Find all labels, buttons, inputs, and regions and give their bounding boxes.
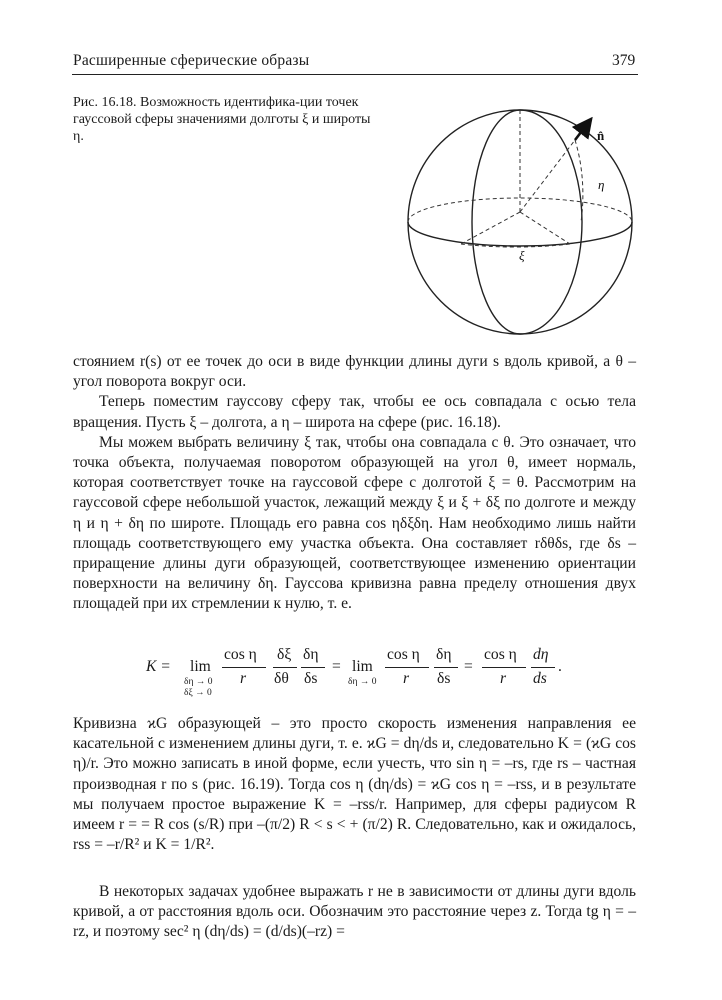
frac-4-bar (385, 667, 429, 668)
frac-4-denominator: r (403, 670, 410, 687)
frac-7-bar (531, 667, 555, 668)
sphere-outline (408, 110, 632, 334)
formula-period: . (558, 658, 562, 675)
gaussian-sphere-figure (405, 96, 635, 348)
meridian-left (472, 110, 520, 334)
formula-lim-2-sub: δη → 0 (348, 677, 377, 687)
radius-left (461, 212, 520, 244)
frac-4-numerator: cos η (387, 646, 420, 663)
formula-lim-2: lim (352, 658, 373, 675)
formula-eq-2: = (464, 658, 473, 675)
frac-1-numerator: cos η (224, 646, 257, 663)
frac-7-denominator: ds (533, 670, 547, 687)
gaussian-curvature-formula (140, 640, 640, 702)
caption-label: Рис. 16.18. (73, 95, 137, 110)
frac-3-denominator: δs (304, 670, 318, 687)
paragraph-1: стоянием r(s) от ее точек до оси в виде функции длины дуги s вдоль кривой, а θ – угол поворота вокруг оси. (73, 353, 636, 391)
frac-2-numerator: δξ (277, 646, 292, 663)
radius-to-equator (520, 212, 570, 244)
equator-front (408, 222, 632, 246)
frac-3-numerator: δη (303, 646, 319, 663)
frac-5-bar (434, 667, 458, 668)
frac-1-bar (222, 667, 266, 668)
header-rule (72, 74, 638, 75)
caption-text: Возможность идентифика-ции точек гауссовой сферы значениями долготы ξ и широты η. (73, 95, 371, 144)
formula-lim-1-sub-1: δη → 0 (184, 677, 213, 687)
frac-5-denominator: δs (437, 670, 451, 687)
frac-6-denominator: r (500, 670, 507, 687)
frac-6-bar (482, 667, 526, 668)
formula-lim-1: lim (190, 658, 211, 675)
running-header-title: Расширенные сферические образы (73, 52, 310, 69)
body-block-3 (73, 882, 636, 943)
label-xi: ξ (519, 248, 525, 263)
label-eta: η (598, 177, 605, 192)
formula-lim-1-sub-2: δξ → 0 (184, 688, 212, 698)
label-n: n̂ (597, 128, 605, 143)
frac-3-bar (301, 667, 325, 668)
page-number: 379 (612, 52, 636, 69)
body-block-1 (73, 352, 636, 615)
paragraph-3: Мы можем выбрать величину ξ так, чтобы она совпадала с θ. Это означает, что точка объекта, получаемая поворотом образующей на угол θ, имеет нормаль, которая соответствует точке на гауссовой сфере с долготой ξ = θ. Рассмотрим на гауссовой сфере небольшой участок, лежащий между ξ и ξ + δξ по долготе и между η и η + δη по широте. Площадь его равна cos ηδξδη. Нам необходимо лишь найти площадь соответствующего ему участка объекта. Она составляет rδθδs, где δs – приращение длины дуги образующей, соответствующее изменению ориентации поверхности на величину δη. Гауссова кривизна равна пределу отношения двух площадей при их стремлении к нулю, т. е. (73, 433, 636, 613)
frac-6-numerator: cos η (484, 646, 517, 663)
figure-caption (73, 94, 373, 145)
body-block-2 (73, 714, 636, 855)
frac-2-denominator: δθ (274, 670, 289, 687)
paragraph-5: В некоторых задачах удобнее выражать r не в зависимости от длины дуги вдоль кривой, а от расстояния вдоль оси. Обозначим это расстояние через z. Тогда tg η = –rz, и поэтому sec² η (dη/ds) = (d/ds)(–rz) = (73, 883, 636, 941)
radius-to-normal (520, 140, 575, 212)
frac-2-bar (273, 667, 297, 668)
frac-5-numerator: δη (436, 646, 452, 663)
paragraph-2: Теперь поместим гауссову сферу так, чтобы ее ось совпадала с осью тела вращения. Пусть ξ – долгота, а η – широта на сфере (рис. 16.18). (73, 393, 636, 431)
formula-eq-1: = (332, 658, 341, 675)
paragraph-4: Кривизна ϰG образующей – это просто скорость изменения направления ее касательной с изменением длины дуги, т. е. ϰG = dη/ds и, следовательно K = (ϰG cos η)/r. Это можно записать в иной форме, если учесть, что sin η = –rs, где rs – частная производная r по s (рис. 16.19). Тогда cos η (dη/ds) = ϰG cos η = –rss, и в результате мы получаем простое выражение K = –rss/r. Например, для сферы радиусом R имеем r = = R cos (s/R) при –(π/2) R < s < + (π/2) R. Следовательно, как и ожидалось, rss = –r/R² и K = 1/R². (73, 715, 636, 854)
frac-7-numerator: dη (533, 646, 549, 663)
formula-K-eq: K = (146, 658, 171, 675)
frac-1-denominator: r (240, 670, 247, 687)
